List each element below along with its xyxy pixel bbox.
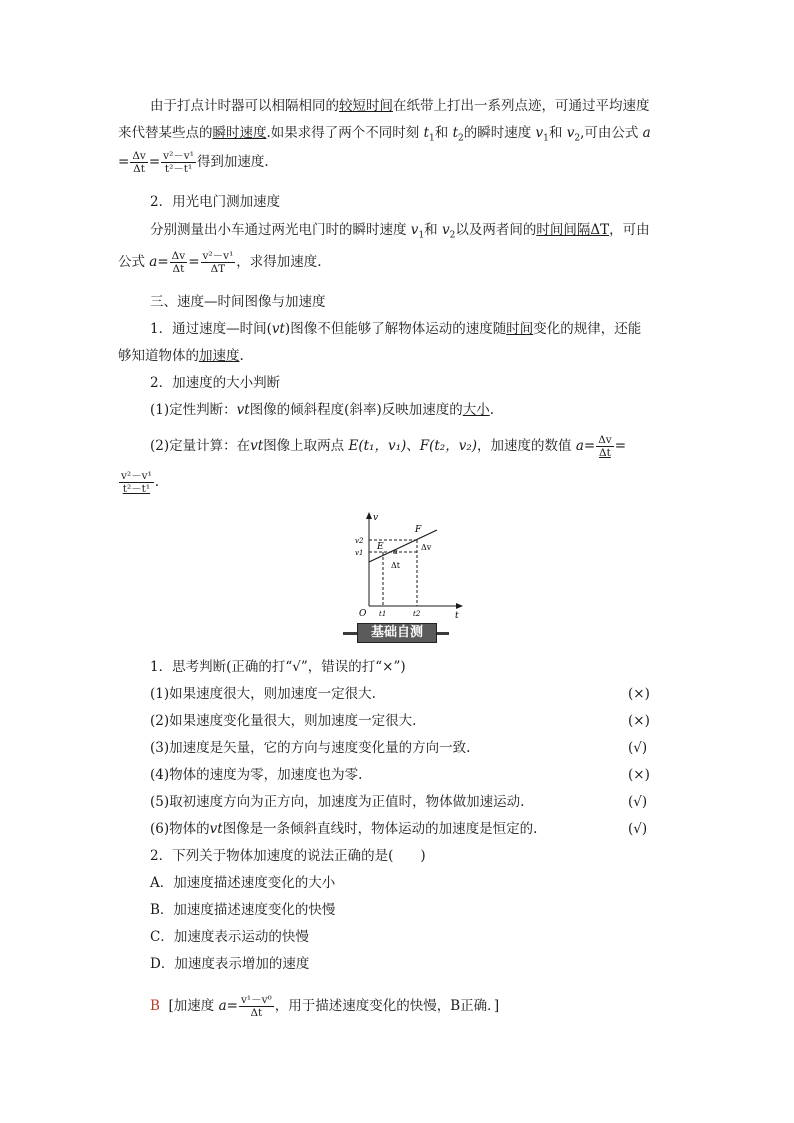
option-b: B．加速度描述速度变化的快慢 <box>150 902 336 918</box>
var-a: a <box>218 998 227 1014</box>
equals: = <box>188 254 200 270</box>
text: 得到加速度. <box>196 154 269 170</box>
var-v: v <box>566 125 575 141</box>
quiz-item-mark: (×) <box>628 686 650 702</box>
quiz-item-text: (6)物体的 <box>150 821 210 837</box>
paragraph-line <box>150 400 494 420</box>
var-v: v <box>441 222 450 238</box>
denominator: t²－t¹ <box>122 483 151 495</box>
delta-v-label: Δv <box>421 543 432 552</box>
formula-continuation: $\frac{\text{v²－v¹}}{\text{t²－t¹}}$ . <box>121 470 160 495</box>
var-v: v <box>535 125 544 141</box>
point-f-label: F <box>415 525 422 535</box>
y-axis-arrow-icon <box>366 512 372 519</box>
subscript: 1 <box>543 133 549 144</box>
quiz-item <box>150 711 416 731</box>
fraction <box>161 150 196 175</box>
denominator: Δt <box>250 1007 263 1019</box>
denominator: ΔT <box>210 263 226 275</box>
text: 公式 <box>118 254 145 270</box>
text: 分别测量出小车通过两光电门时的瞬时速度 <box>150 222 407 238</box>
numerator: Δv <box>598 434 612 446</box>
t1-tick-label: t1 <box>379 610 387 618</box>
underlined-term: 大小 <box>462 402 490 418</box>
fraction <box>239 994 274 1019</box>
fraction <box>170 250 188 275</box>
denominator: Δt <box>133 163 145 175</box>
var-vt: vt <box>250 438 264 454</box>
text: . <box>239 348 244 364</box>
fraction <box>596 434 614 459</box>
text: 由于打点计时器可以相隔相同的 <box>150 98 339 114</box>
point-e: E(t₁，v₁) <box>348 438 407 454</box>
separator: 、 <box>406 438 420 454</box>
numerator: v¹－v⁰ <box>240 994 272 1006</box>
answer-text: [加速度 <box>168 998 215 1014</box>
quiz-item-mark: (×) <box>628 767 650 783</box>
quiz-item-text: (5)取初速度方向为正方向，加速度为正值时，物体做加速运动. <box>150 794 525 810</box>
var-a: a <box>642 125 651 141</box>
text: 1．通过速度—时间( <box>150 321 272 337</box>
option-a: A．加速度描述速度变化的大小 <box>150 875 336 891</box>
quiz-item-mark: (√) <box>628 794 648 810</box>
var-vt: vt <box>271 321 285 337</box>
text: 够知道物体的 <box>118 348 199 364</box>
quiz-item <box>150 738 470 758</box>
equals: = <box>583 438 596 454</box>
paragraph-line <box>150 319 641 339</box>
quiz-title: 1．思考判断(正确的打“√”，错误的打“×”) <box>150 659 406 675</box>
var-v: v <box>410 222 419 238</box>
underlined-term: 较短时间 <box>339 98 393 114</box>
quiz-item-text: (2)如果速度变化量很大，则加速度一定很大. <box>150 713 417 729</box>
subscript: 2 <box>458 133 464 144</box>
underlined-term: 时间间隔ΔT <box>536 222 610 238</box>
fraction <box>130 150 148 175</box>
text: 图像上取两点 <box>263 438 345 454</box>
angle-label: α <box>393 548 398 556</box>
origin-label: O <box>359 609 367 619</box>
equals: = <box>118 154 130 170</box>
numerator: Δv <box>132 150 146 162</box>
denominator: Δt <box>599 447 611 459</box>
subscript: 2 <box>574 133 581 144</box>
delta-t-label: Δt <box>391 561 400 570</box>
paragraph-line <box>118 123 651 149</box>
formula-line <box>118 150 269 175</box>
paragraph-line <box>150 96 650 116</box>
t2-tick-label: t2 <box>413 610 421 618</box>
answer-line <box>150 994 499 1019</box>
text: . <box>489 402 495 418</box>
answer-text: ，用于描述速度变化的快慢，B正确．] <box>274 998 500 1014</box>
text: .如果求得了两个不同时刻 <box>266 125 420 141</box>
v2-tick-label: v2 <box>355 537 364 545</box>
text: 以及两者间的 <box>455 222 537 238</box>
denominator: Δt <box>172 263 185 275</box>
x-axis-label: t <box>455 611 459 621</box>
equals: = <box>226 998 238 1014</box>
point-f: F(t₂，v₂) <box>419 438 478 454</box>
banner-title: 基础自测 <box>357 623 437 643</box>
text: (1)定性判断： <box>150 402 237 418</box>
text: ,可由公式 <box>580 125 639 141</box>
text: 图像的倾斜程度(斜率)反映加速度的 <box>249 402 463 418</box>
subscript: 2 <box>449 230 456 241</box>
var-t: t <box>452 125 458 141</box>
quiz-item-mark: (×) <box>628 713 650 729</box>
option-c: C．加速度表示运动的快慢 <box>150 929 309 945</box>
paragraph-line <box>118 346 244 366</box>
quiz-item-text: (3)加速度是矢量，它的方向与速度变化量的方向一致. <box>150 740 471 756</box>
quiz-item-mark: (√) <box>628 740 648 756</box>
numerator: v²－v¹ <box>121 470 152 482</box>
text: (2)定量计算：在 <box>150 438 251 454</box>
underlined-term: 时间 <box>506 321 534 337</box>
equals: = <box>148 154 161 170</box>
underlined-term: 瞬时速度 <box>212 125 267 141</box>
section-banner <box>343 623 449 643</box>
list-item: 2．加速度的大小判断 <box>150 375 281 391</box>
text: 来代替某些点的 <box>118 125 213 141</box>
var-a: a <box>149 254 158 270</box>
var-vt: vt <box>209 821 223 837</box>
text: 变化的规律，还能 <box>533 321 642 337</box>
denominator: t²－t¹ <box>164 163 193 175</box>
x-axis-arrow-icon <box>456 603 463 609</box>
quiz-item <box>150 792 524 812</box>
var-a: a <box>575 438 584 454</box>
answer-letter: B <box>150 998 160 1014</box>
v1-tick-label: v1 <box>355 549 364 557</box>
text: 和 <box>434 125 449 141</box>
numerator: v²－v¹ <box>163 150 194 162</box>
quiz-item-text: (4)物体的速度为零，加速度也为零. <box>150 767 363 783</box>
text: 在纸带上打出一系列点迹，可通过平均速度 <box>393 98 650 114</box>
equals: = <box>157 254 169 270</box>
subscript: 1 <box>429 133 435 144</box>
var-vt: vt <box>236 402 250 418</box>
option-d: D．加速度表示增加的速度 <box>150 956 310 972</box>
quiz-item <box>150 765 362 785</box>
paragraph-line <box>150 220 650 246</box>
quiz-item-text: 图像是一条倾斜直线时，物体运动的加速度是恒定的. <box>222 821 538 837</box>
text: ，加速度的数值 <box>477 438 572 454</box>
text: ，可由 <box>609 222 650 238</box>
section-heading: 三、速度—时间图像与加速度 <box>150 294 326 310</box>
formula-line <box>118 250 322 275</box>
text: 的瞬时速度 <box>463 125 532 141</box>
list-item: 2．用光电门测加速度 <box>150 194 281 210</box>
text: )图像不但能够了解物体运动的速度随 <box>284 321 507 337</box>
fraction <box>201 250 236 275</box>
fraction <box>119 470 154 495</box>
formula-line <box>150 434 626 459</box>
var-t: t <box>423 125 430 141</box>
quiz-item-mark: (√) <box>628 821 648 837</box>
numerator: v²－v¹ <box>202 250 234 262</box>
y-axis-label: v <box>373 513 379 523</box>
equals: = <box>614 438 627 454</box>
underlined-term: 加速度 <box>199 348 240 364</box>
point-e-label: E <box>377 542 384 552</box>
numerator: Δv <box>171 250 186 262</box>
question-stem: 2．下列关于物体加速度的说法正确的是( ) <box>150 848 426 864</box>
subscript: 1 <box>418 230 425 241</box>
text: 和 <box>548 125 563 141</box>
quiz-item-text: (1)如果速度很大，则加速度一定很大. <box>150 686 376 702</box>
quiz-item <box>150 684 376 704</box>
text: ，求得加速度. <box>236 254 322 270</box>
quiz-item <box>150 819 537 839</box>
text: 和 <box>424 222 438 238</box>
vt-graph <box>355 510 475 621</box>
